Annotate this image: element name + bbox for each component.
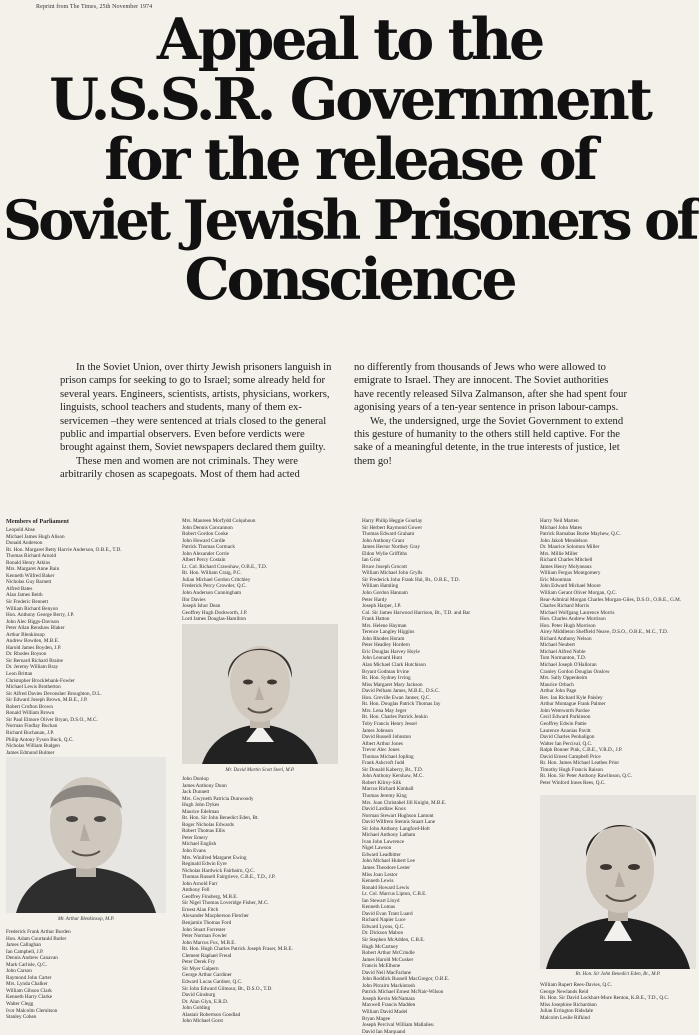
signatory-name: John Rhodes Horam	[362, 635, 405, 642]
signatory-name: John Stuart Forrester	[182, 926, 226, 933]
signatory-name: Patrick Michael Ernest McNair-Wilson	[362, 989, 444, 996]
portrait-photo-eden	[540, 795, 696, 969]
signatory-name: Thomas Russell Fairgrieve, C.B.E., T.D., J.P.	[182, 874, 276, 881]
signatory-name: Peter Winford Innes Rees, Q.C.	[540, 779, 606, 786]
signatory-name: David Ernest Campbell Price	[540, 753, 601, 760]
signatory-name: Philip Antony Fyson Buck, Q.C.	[6, 736, 74, 743]
signatory-name: Raymond John Carter	[6, 974, 52, 981]
signatory-name: Hon. Greville Ewan Janner, Q.C.	[362, 694, 431, 701]
signatory-name: Rt. Hon. Sir David Lockhart-Mure Renton, K.B.E., T.D., Q.C.	[540, 995, 670, 1002]
signatory-name: Anthony Fell	[182, 887, 210, 894]
signatory-name: William Gibson Clark	[6, 987, 52, 994]
intro-paragraph: In the Soviet Union, over thirty Jewish prisoners languish in prison camps for seeking to go to Israel; some already held for several years. Engineers, scientists, artists, physicians, workers, linguists, school teachers and students, many of them ex-servicemen –they were sentenced at trials closed to the general public and impartial observers. Even before verdicts were brought against them, Soviet newspapers declared them guilty.	[60, 362, 332, 454]
signatory-name: Geoffrey Edwin Pattie	[540, 720, 587, 727]
signatory-name: Sir Donald Kaberry, Bt., T.D.	[362, 766, 423, 773]
intro-text-left	[60, 361, 336, 482]
signatory-name: Francis McElhone	[362, 963, 401, 970]
signatory-name: Albert Arthur Jones	[362, 740, 403, 747]
signatory-name: Robert Kilroy-Silk	[362, 779, 402, 786]
signatory-name: James Anthony Dunn	[182, 782, 227, 789]
signatory-name: George Arthur Gardiner	[182, 972, 232, 979]
signatory-name: Hon. Anthony George Berry, J.P.	[6, 612, 75, 619]
signatory-name: John Gordon Hannam	[362, 590, 408, 597]
signatory-name: Mrs. Millie Miller	[540, 550, 578, 557]
signatory-name: William Fergus Montgomery	[540, 570, 601, 577]
signatory-name: John Carson	[6, 968, 32, 975]
signatory-name: Joseph Kevin McNamara	[362, 995, 415, 1002]
signatory-name: Kenneth Lewis	[362, 878, 394, 885]
signatory-name: John Edward Michael Moore	[540, 583, 601, 590]
signatory-name: Alastair Robertson Goodlad	[182, 1011, 241, 1018]
signatory-name: Michael Alfred Noble	[540, 648, 586, 655]
signatory-name: Alan James Beith	[6, 592, 43, 599]
signatory-name: John Alexander Corrie	[182, 550, 229, 557]
signatory-name: Malcolm Leslie Rifkind	[540, 1014, 590, 1021]
signatory-name: Ralph Bonner Pink, C.B.E., V.R.D., J.P.	[540, 747, 623, 754]
signatory-name: Michael Joseph O'Halloran	[540, 662, 597, 669]
signatory-list-col4-bottom	[540, 982, 698, 1021]
signatory-list-col4	[540, 518, 696, 786]
signatory-name: Leon Brittan	[6, 671, 33, 678]
signatory-name: Christopher Brocklebank-Fowler	[6, 677, 75, 684]
signatory-name: John Anderson Cunningham	[182, 590, 242, 597]
signatory-name: Robert Gordon Cooke	[182, 531, 229, 538]
signatory-name: Patrick Thomas Cormack	[182, 544, 235, 551]
signatory-name: David Neil MacFarlane	[362, 969, 411, 976]
signatory-name: Mrs. Gwyneth Patricia Dunwoody	[182, 795, 254, 802]
signatory-name: Julian Errington Ridsdale	[540, 1008, 594, 1015]
signatory-name: Thomas Edward Graham	[362, 531, 415, 538]
signatory-name: Sir Frederic Bennett	[6, 599, 49, 606]
signatory-name: Nigel Lawson	[362, 845, 392, 852]
photo-caption: Rt. Hon. Sir John Benedict Eden, Bt., M.P.	[575, 972, 661, 977]
signatory-name: Michael John Mates	[540, 524, 583, 531]
signatory-name: Mrs. Winifred Margaret Ewing	[182, 854, 247, 861]
signatory-name: Stanley Cohen	[6, 1014, 37, 1021]
signatory-name: David Russell Johnston	[362, 734, 411, 741]
signatory-name: Alan Michael Clark Hutchison	[362, 662, 426, 669]
signatory-name: George Newlands Reid	[540, 988, 589, 995]
signatory-name: Airey Middleton Sheffield Neave, D.S.O., O.B.E., M.C., T.D.	[540, 629, 669, 636]
signatory-name: Hon. Peter Hugh Morrison	[540, 622, 596, 629]
signatory-name: Harry Neil Marten	[540, 518, 579, 524]
signatory-name: John Golding	[182, 1005, 211, 1012]
signatory-name: John Dunlop	[182, 776, 209, 782]
signatory-name: Edward Leadbitter	[362, 851, 401, 858]
signatory-name: Peter Norman Fowler	[182, 933, 227, 940]
signatory-name: Michael Anthony Latham	[362, 832, 416, 839]
signatory-name: Dr. Maurice Solomon Miller	[540, 544, 600, 551]
signatory-name: William Michael John Grylls	[362, 570, 423, 577]
signatory-name: Kenneth Lomas	[362, 904, 395, 911]
signatory-name: Ian Stewart Lloyd	[362, 897, 400, 904]
signatory-name: Sir Bernard Richard Braine	[6, 657, 63, 664]
signatory-name: Miss Joan Lestor	[362, 871, 398, 878]
signatory-name: William Gerant Oliver Morgan, Q.C.	[540, 590, 617, 597]
signatory-name: Charles Richard Morris	[540, 603, 589, 610]
signatory-name: Rt. Hon. Sir John Benedict Eden, Bt.	[182, 815, 259, 822]
signatory-name: Bryant Godman Irvine	[362, 668, 409, 675]
signatory-name: Mrs. Lena May Jeger	[362, 707, 407, 714]
signatory-name: Eric Moonman	[540, 576, 572, 583]
signatory-name: David Ginsburg	[182, 992, 216, 999]
signatory-name: Maxwell Francis Madden	[362, 1002, 416, 1009]
signatory-name: Alexander Macpherson Fletcher	[182, 913, 249, 920]
signatory-name: Rt. Hon. Sydney Irving	[362, 675, 411, 682]
signatory-name: Sir Edward Joseph Brown, M.B.E., J.P.	[6, 697, 88, 704]
signatory-name: Walter Clegg	[6, 1001, 34, 1008]
signatory-name: Michael Wolfgang Laurence Morris	[540, 609, 615, 616]
signatory-name: James Harold McCusker	[362, 956, 414, 963]
signatory-list-col3	[362, 518, 534, 1035]
signatory-name: Peter Headley Hordern	[362, 642, 410, 649]
signatory-name: William Rupert Rees-Davies, Q.C.	[540, 982, 613, 988]
signatory-name: Ian Grist	[362, 557, 381, 564]
signatory-name: Rt. Hon. Douglas Patrick Thomas Jay	[362, 701, 441, 708]
signatory-name: Dr. Dickson Mabon	[362, 930, 404, 937]
headline-line: Appeal to the	[156, 6, 543, 73]
signatory-name: John Michael Gorst	[182, 1018, 223, 1025]
signatory-name: Cecil Edward Parkinson	[540, 714, 591, 721]
signatory-name: Benjamin Thomas Ford	[182, 920, 232, 927]
signatory-name: Sir Nigel Thomas Loveridge Fisher, M.C.	[182, 900, 269, 907]
signatory-name: Donald Anderson	[6, 540, 43, 547]
signatory-name: Frank Hatton	[362, 616, 390, 623]
signatory-name: Rt. Hon. James Michael Leathes Prior	[540, 760, 620, 767]
signatory-name: Ernest Alan Fitch	[182, 906, 219, 913]
signatory-name: Kenneth Harry Clarke	[6, 994, 53, 1001]
signatory-name: Rt. Hon. Hugh Charles Patrick Joseph Fraser, M.B.E.	[182, 946, 293, 953]
signatory-name: Mrs. Sally Oppenheim	[540, 675, 588, 682]
signatory-name: Dr. Jeremy William Bray	[6, 664, 59, 671]
signatory-name: Cranley Gordon Douglas Onslow	[540, 668, 610, 675]
signatory-name: Hon. Adam Courtauld Butler	[6, 935, 67, 942]
signatory-name: Alfred Bates	[6, 585, 33, 592]
signatory-name: Marcus Richard Kimball	[362, 786, 414, 793]
signatory-name: Rear-Admiral Morgan Charles Morgan-Giles, D.S.O., O.B.E., G.M.	[540, 596, 682, 603]
signatory-name: Laurence Ananias Pavitt	[540, 727, 591, 734]
signatory-name: Ifor Davies	[182, 596, 206, 603]
signatory-name: William Richard Benyon	[6, 605, 58, 612]
signatory-name: Richard Buchanan, J.P.	[6, 729, 54, 736]
signatory-name: Frank Ashcroft Judd	[362, 760, 405, 767]
signatory-name: Peter Emery	[182, 834, 208, 841]
signatory-name: Miss Margaret Mary Jackson	[362, 681, 423, 688]
signatory-name: Sir Herbert Raymond Gower	[362, 524, 423, 531]
signatory-name: Rt. Hon. William Craig, P.C.	[182, 570, 242, 577]
reprint-note: Reprint from The Times, 25th November 1974	[36, 4, 153, 10]
signatory-name: James Callaghan	[6, 942, 42, 949]
signatory-name: Richard Charles Mitchell	[540, 557, 593, 564]
signatory-name: Ivor Malcolm Clemitson	[6, 1007, 58, 1014]
signatory-name: Norman Stewart Hughson Lamont	[362, 812, 434, 819]
signatory-name: Rt. Hon. Charles Patrick Jenkin	[362, 714, 428, 721]
signatory-name: Frederick Percy Crowder, Q.C.	[182, 583, 247, 590]
signatory-name: Leopold Abse	[6, 527, 35, 533]
signatory-name: David Wilfrem Stennis Stuart Lane	[362, 819, 436, 826]
signatory-name: Sir John Anthony Langford-Holt	[362, 825, 430, 832]
signatory-name: John Dennis Concannon	[182, 524, 233, 531]
signatory-list-col1	[6, 518, 174, 756]
signatory-name: Jack Dunnett	[182, 789, 210, 796]
signatory-name: David Charles Penhaligon	[540, 734, 595, 741]
signatory-name: Roger Nicholas Edwards	[182, 821, 234, 828]
signatory-name: John Wentworth Pardoe	[540, 707, 590, 714]
signatory-name: Joseph Ishor Dean	[182, 603, 221, 610]
signatory-name: Geoffrey Hugh Dodsworth, J.P.	[182, 609, 248, 616]
signatory-name: Peter Allan Renshaw Blaker	[6, 625, 65, 632]
signatory-name: Arthur Montague Frank Palmer	[540, 701, 606, 708]
signatory-name: Norman Findlay Buchan	[6, 723, 58, 730]
intro-paragraph: We, the undersigned, urge the Soviet Government to extend this gesture of humanity to the others still held captive. For the sake of a meaningful detente, in the true interests of justice, let them go!	[354, 415, 624, 467]
signatory-name: Sir Alfred Davies Devonsher Broughton, D.L.	[6, 690, 102, 697]
photo-caption: Mr. David Martin Scott Steel, M.P.	[225, 768, 295, 773]
headline-line: for the release of	[104, 126, 595, 193]
signatory-name: Toby Francis Henry Jessel	[362, 720, 417, 727]
signatory-name: David Pelham James, M.B.E., D.S.C.	[362, 688, 440, 695]
signatory-name: Lt. Col. Richard Crawshaw, O.B.E., T.D.	[182, 563, 268, 570]
signatory-name: Bruce Joseph Grocott	[362, 563, 407, 570]
signatory-name: Rt. Hon. Margaret Betty Harvie Anderson, O.B.E., T.D.	[6, 546, 122, 553]
signatory-name: Thomas Richard Arnold	[6, 553, 57, 560]
signatory-name: Eldon Wylie Griffiths	[362, 550, 408, 557]
signatory-name: James Henry Molyneaux	[540, 563, 592, 570]
signatory-name: Rev. Ian Richard Kyle Paisley	[540, 694, 603, 701]
signatory-name: Nicholas Hardwick Fairbairn, Q.C.	[182, 867, 255, 874]
signatory-name: Lt. Col. Marcus Lipton, C.B.E.	[362, 891, 427, 898]
signatory-name: Ivan John Lawrence	[362, 838, 405, 845]
signatory-name: Ian Campbell, J.P.	[6, 948, 44, 955]
signatory-name: Sir Frederick John Frank Hal, Bt., O.B.E., T.D.	[362, 576, 460, 583]
signatory-name: Harry Philip Heggie Gourlay	[362, 518, 423, 524]
signatory-name: James Theodore Lester	[362, 864, 411, 871]
section-heading: Members of Parliament	[6, 518, 69, 525]
signatory-name: Joseph Percival William Mallalieu	[362, 1022, 434, 1029]
signatory-name: Andrew Bowden, M.B.E.	[6, 638, 60, 645]
signatory-name: Walter Ian Percival, Q.C.	[540, 740, 593, 747]
signatory-name: John Anthony Grant	[362, 537, 405, 544]
signatory-name: John Michael Hubert Lee	[362, 858, 415, 865]
signatory-name: Mrs. Joan Christabel Jill Knight, M.B.E.	[362, 799, 447, 806]
signatory-name: Thomas Jeremy King	[362, 792, 407, 799]
signatory-name: Frederick Frank Arthur Burden	[6, 929, 71, 935]
signatory-name: Dennis Andrew Canavan	[6, 955, 58, 962]
signatory-name: Sir John Edward Gilmour, Bt., D.S.O., T.D.	[182, 985, 273, 992]
signatory-name: John Leonard Hunt	[362, 655, 403, 662]
signatory-name: Robert Thomas Ellis	[182, 828, 225, 835]
signatory-name: Robert Arthur McCrindle	[362, 950, 415, 957]
signatory-name: Joseph Harper, J.P.	[362, 603, 402, 610]
signatory-name: Hugh McCartney	[362, 943, 399, 950]
signatory-name: John Roddick Russell MacGregor, O.B.E.	[362, 976, 450, 983]
signatory-name: Bryan Magee	[362, 1015, 391, 1022]
portrait-photo-steel	[182, 624, 338, 764]
signatory-list-col2	[182, 518, 352, 623]
signatory-name: David Lardlaw Knox	[362, 806, 407, 813]
signatory-name: Julian Michael Gordon Critchley	[182, 576, 251, 583]
signatory-name: Richard Anthony Nelson	[540, 635, 592, 642]
headline-line: U.S.S.R. Government	[49, 66, 650, 133]
signatory-name: Maurice Orbach	[540, 681, 574, 688]
intro-text-right	[354, 361, 630, 468]
headline-line: Conscience	[184, 246, 515, 313]
signatory-name: James Edmund Bulmer	[6, 749, 55, 756]
signatory-name: Ronald Howard Lewis	[362, 884, 409, 891]
signatory-name: Trevor Alec Jones	[362, 747, 400, 754]
signatory-name: Michael Lewis Brotherton	[6, 684, 61, 691]
signatory-name: John Arnold Farr	[182, 880, 218, 887]
intro-paragraph: no differently from thousands of Jews who were allowed to emigrate to Israel. They are innocent. The Soviet authorities have recently released Silva Zalmanson, after she had spent four agonising years of a ten-year sentence in prison labour-camps.	[354, 362, 627, 414]
signatory-name: Albert Percy Costain	[182, 557, 226, 564]
signatory-name: Eric Douglas Harvey Hoyle	[362, 648, 420, 655]
signatory-list-col1-bottom	[6, 929, 174, 1021]
headline-line: Soviet Jewish Prisoners of	[2, 188, 697, 252]
signatory-name: Sir Paul Elmore Oliver Bryan, D.S.O., M.C.	[6, 716, 98, 723]
signatory-name: Harold James Boyden, J.P.	[6, 644, 62, 651]
portrait-photo-blenkinsop	[6, 757, 166, 913]
signatory-name: Dr. Rhodes Boyson	[6, 651, 47, 658]
signatory-name: Dr. Alan Glyn, E.R.D.	[182, 998, 229, 1005]
signatory-name: John Anthony Kershaw, M.C.	[362, 773, 424, 780]
signatory-name: John Pitcairn Mackintosh	[362, 982, 416, 989]
signatory-name: Thomas Michael Jopling	[362, 753, 414, 760]
signatory-name: Michael Neubert	[540, 642, 576, 649]
signatory-name: Miss Josephine Richardson	[540, 1001, 597, 1008]
signatory-name: William Hamling	[362, 583, 399, 590]
signatory-name: Nicholas William Budgen	[6, 743, 60, 750]
intro-paragraph: These men and women are not criminals. They were arbitrarily chosen as scapegoats. Most of them had acted	[60, 455, 300, 481]
signatory-name: Lord James Douglas-Hamilton	[182, 616, 246, 623]
photo-caption: Mr. Arthur Blenkinsop, M.P.	[57, 917, 115, 922]
signatory-name: Peter Hardy	[362, 596, 387, 603]
signatory-name: David Ian Marquand	[362, 1028, 406, 1035]
signatory-name: Arthur John Page	[540, 688, 577, 695]
signatory-name: Mark Carlisle, Q.C.	[6, 961, 48, 968]
signatory-name: David Evan Trant Luard	[362, 910, 413, 917]
signatory-name: Robert Crofton Brown	[6, 703, 53, 710]
signatory-name: Hugh John Dykes	[182, 802, 220, 809]
signatory-name: Geoffrey Finsberg, M.B.E.	[182, 893, 238, 900]
signatory-name: John Jakob Mendelson	[540, 537, 588, 544]
signatory-name: John Evans	[182, 848, 206, 855]
signatory-name: Patrick Barnabas Burke Mayhew, Q.C.	[540, 531, 621, 538]
signatory-name: Richard Napier Luce	[362, 917, 406, 924]
signatory-name: Mrs. Maureen Morfydd Colquhoun	[182, 518, 256, 524]
signatory-name: Col. Sir James Harwood Harrison, Bt., T.D. and Bar	[362, 609, 471, 616]
signatory-name: Peter Derek Fry	[182, 959, 216, 966]
signatory-name: John Marcus Fox, M.B.E.	[182, 939, 236, 946]
signatory-name: Michael English	[182, 841, 217, 848]
signatory-name: Terence Langley Higgins	[362, 629, 415, 636]
signatory-name: Ronald William Brown	[6, 710, 55, 717]
signatory-name: Mrs. Margaret Anne Bain	[6, 566, 60, 573]
signatory-name: Ronald Henry Atkins	[6, 559, 51, 566]
signatory-name: Edward Lyons, Q.C.	[362, 923, 405, 930]
signatory-name: John Howard Cordle	[182, 537, 226, 544]
signatory-name: John Alec Biggs-Davison	[6, 618, 60, 625]
signatory-name: William David Madel	[362, 1009, 408, 1016]
signatory-name: Edward Lucas Gardner, Q.C.	[182, 978, 243, 985]
signatory-name: James Hector Northey Gray	[362, 544, 421, 551]
signatory-name: Timothy Hugh Francis Raison	[540, 766, 603, 773]
signatory-name: James Johnson	[362, 727, 393, 734]
signatory-name: Nicholas Guy Barnett	[6, 579, 52, 586]
signatory-name: Sir Stephen McAdden, C.B.E.	[362, 937, 425, 943]
signatory-name: Rt. Hon. Sir Peter Anthony Rawlinson, Q.C.	[540, 773, 633, 780]
signatory-name: Maurice Edelman	[182, 808, 220, 815]
signatory-name: Clement Raphael Freud	[182, 952, 232, 959]
signatory-name: Kenneth Wilfred Baker	[6, 572, 55, 579]
signatory-name: Mrs. Lynda Chalker	[6, 981, 48, 988]
signatory-name: Mrs. Helene Hayman	[362, 622, 407, 629]
signatory-list-col2-bottom	[182, 776, 356, 1025]
signatory-name: Hon. Charles Andrew Morrison	[540, 616, 606, 623]
signatory-name: Tom Normanton, T.D.	[540, 655, 586, 662]
signatory-name: Reginald Edwin Eyre	[182, 861, 227, 868]
signatory-name: Sir Myer Galpern	[182, 965, 219, 972]
signatory-name: Michael James Hugh Alison	[6, 533, 65, 540]
signatory-name: Arthur Blenkinsop	[6, 631, 45, 638]
